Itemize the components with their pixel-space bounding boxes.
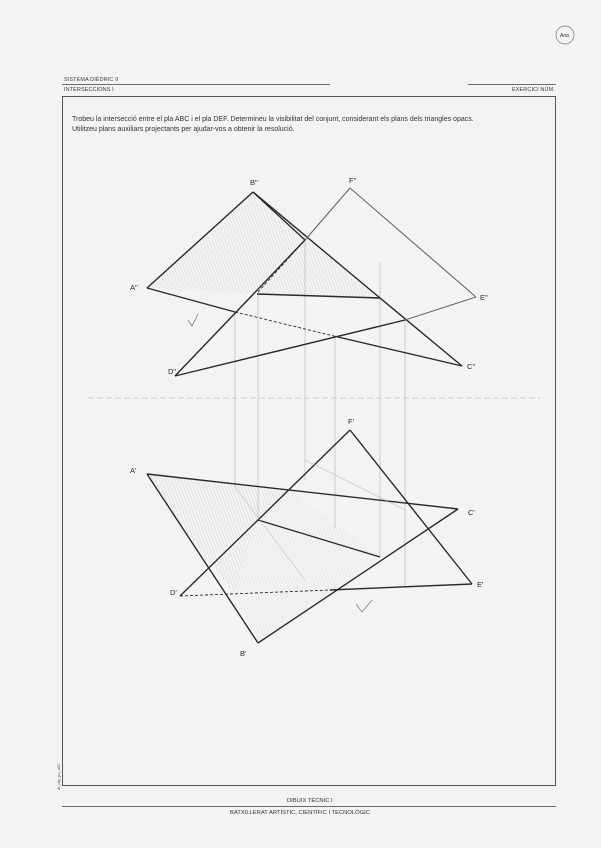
label-a-vertical: A'' xyxy=(130,283,138,292)
footer-subject: DIBUIX TÈCNIC I xyxy=(287,798,333,804)
label-c-horizontal: C' xyxy=(468,508,475,517)
label-c-vertical: C'' xyxy=(467,362,476,371)
horizontal-projection xyxy=(130,417,484,658)
margin-code: dt_dip_pu_a02 xyxy=(56,763,61,790)
stamp xyxy=(556,26,574,44)
label-d-vertical: D'' xyxy=(168,367,177,376)
label-f-horizontal: F' xyxy=(348,417,355,426)
footer-rule xyxy=(62,806,556,807)
statement-line-1: Trobeu la intersecció entre el pla ABC i el pla DEF. Determineu la visibilitat del conjunt, considerant els plans dels triangles opacs. xyxy=(72,116,474,123)
label-a-horizontal: A' xyxy=(130,466,137,475)
footer-course: BATXILLERAT ARTÍSTIC, CIENTÍFIC I TECNOLÒGIC xyxy=(230,810,370,816)
label-e-horizontal: E' xyxy=(477,580,484,589)
topic-title: INTERSECCIONS I xyxy=(64,87,114,93)
label-b-horizontal: B' xyxy=(240,649,247,658)
label-d-horizontal: D' xyxy=(170,588,177,597)
subject-title: SISTEMA DIÈDRIC II xyxy=(64,77,119,83)
triangle-abc-vertical-shading xyxy=(147,192,380,298)
vertical-projection xyxy=(130,176,488,376)
label-e-vertical: E'' xyxy=(480,293,488,302)
label-f-vertical: F'' xyxy=(349,176,357,185)
label-b-vertical: B'' xyxy=(250,178,258,187)
statement-line-2: Utilitzeu plans auxiliars projectants per ajudar-vos a obtenir la resolució. xyxy=(72,126,295,133)
exercise-number-label: EXERCICI NÚM. xyxy=(512,87,555,93)
stamp-text: Ana xyxy=(560,33,569,39)
